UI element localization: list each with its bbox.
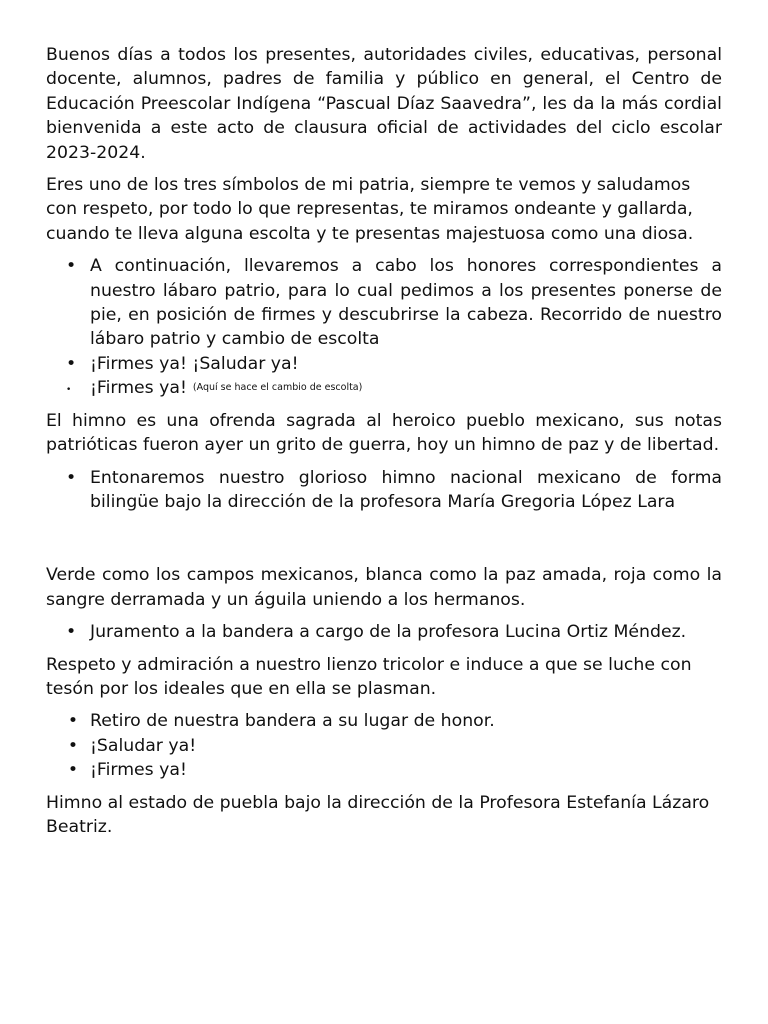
bullet-icon: •: [67, 711, 79, 732]
paragraph-colores: Verde como los campos mexicanos, blanca como la paz amada, roja como la sangre derramada y un águila uniendo a los hermanos.: [46, 565, 722, 610]
list-himno: [46, 466, 722, 515]
list-retiro: [46, 709, 722, 782]
list-item-text: A continuación, llevaremos a cabo los honores correspondientes a nuestro lábaro patrio, para lo cual pedimos a los presentes ponerse de pie, en posición de firmes y descubrirse la cabeza. Recorrido de nuestro lábaro patrio y cambio de escolta: [90, 256, 722, 350]
list-item-text: ¡Firmes ya!: [90, 378, 187, 399]
bullet-icon: •: [66, 256, 77, 277]
bullet-icon: •: [67, 760, 79, 781]
paragraph-himno: El himno es una ofrenda sagrada al heroico pueblo mexicano, sus notas patrióticas fueron ayer un grito de guerra, hoy un himno de paz y de libertad.: [46, 410, 722, 456]
paragraph-flag-symbol: Eres uno de los tres símbolos de mi patria, siempre te vemos y saludamos con respeto, por todo lo que representas, te miramos ondeante y gallarda, cuando te lleva alguna escolta y te presentas majestuosa como una diosa.: [46, 175, 694, 244]
bullet-icon: •: [66, 467, 77, 488]
list-item: [67, 709, 722, 733]
list-item: [66, 254, 722, 352]
paragraph-himno-puebla: Himno al estado de puebla bajo la dirección de la Profesora Estefanía Lázaro Beatriz.: [46, 792, 710, 837]
bullet-icon: •: [67, 735, 79, 756]
paragraph-welcome: Buenos días a todos los presentes, autoridades civiles, educativas, personal docente, alumnos, padres de familia y público en general, el Centro de Educación Preescolar Indígena “Pascual Díaz Saavedra”, les da la más cordial bienvenida a este acto de clausura oficial de actividades del ciclo escolar 2023-2024.: [46, 45, 722, 163]
bullet-icon: •: [66, 353, 77, 374]
list-item-text: Juramento a la bandera a cargo de la profesora Lucina Ortiz Méndez.: [90, 622, 687, 643]
list-item-text: ¡Firmes ya!: [90, 760, 187, 781]
list-item: [67, 758, 722, 782]
list-honores: [46, 254, 722, 400]
escolta-note: (Aquí se hace el cambio de escolta): [192, 382, 363, 394]
bullet-icon: •: [66, 385, 72, 396]
list-item-text: ¡Firmes ya! ¡Saludar ya!: [90, 353, 299, 374]
list-item-text: Entonaremos nuestro glorioso himno nacional mexicano de forma bilingüe bajo la dirección de la profesora María Gregoria López Lara: [90, 467, 722, 512]
blank-space: [46, 522, 722, 563]
list-juramento: [46, 620, 722, 644]
list-item-text: Retiro de nuestra bandera a su lugar de honor.: [90, 711, 495, 732]
bullet-icon: •: [66, 622, 77, 643]
list-item-text: ¡Saludar ya!: [90, 735, 197, 756]
list-item: [66, 376, 722, 400]
list-item: [67, 734, 722, 758]
list-item: [66, 466, 722, 515]
list-item: [66, 352, 722, 376]
paragraph-respeto: Respeto y admiración a nuestro lienzo tricolor e induce a que se luche con tesón por los ideales que en ella se plasman.: [46, 654, 692, 699]
list-item: [66, 620, 722, 644]
